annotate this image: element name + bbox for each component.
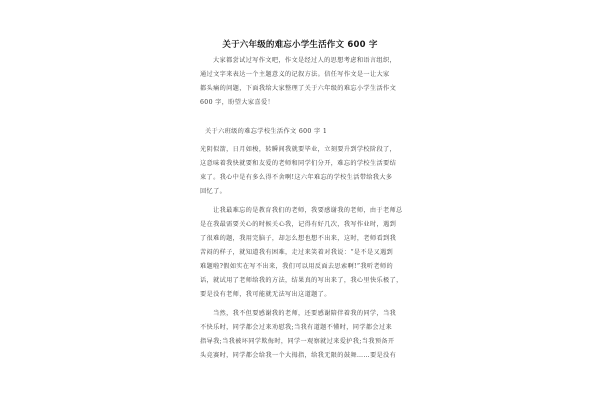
paragraph-line: 指导我;当我被坏同学欺侮时，同学一观察就过来爱护我;当我预备开 [200,338,395,345]
paragraph-line: 光阴似箭，日月如梭，转瞬间我就要毕业，立刻要升到学校阶段了， [200,146,397,153]
paragraph-line: 了很难的题，我用完脑子，却怎么想也想不出来，这时，老师看到我 [200,235,397,242]
paragraph-line: 要是没有老师，我可能就无法写出这道题了。 [200,291,331,298]
paragraph-line: 束了。我心中是有多么得不舍啊!这六年难忘的学校生活带给我大多 [200,174,393,181]
paragraph-line: 是在我最需要关心的时候关心我，记得有好几次，我写作业时，遇到 [200,221,397,228]
intro-line: 600 字，盼望大家喜爱！ [200,99,275,106]
paragraph-line: 回忆了。 [200,188,227,195]
paragraph-line: 头竞赛时，同学都会给我一个大拇指，给我无限的鼓舞……要是没有 [200,352,397,359]
intro-line: 大家都尝试过写作文吧，作文是经过人的思想考虑和语言组织， [213,57,397,64]
paragraph-line: 不快乐时，同学都会过来劝慰我;当我有道题不懂时，同学都会过来 [200,324,393,331]
intro-line: 都头痛的问题，下面我给大家整理了关于六年级的难忘小学生活作文 [200,85,397,92]
paragraph-line: 当然，我不但要感谢我的老师，还要感谢陪伴着我的同学，当我 [213,310,397,317]
intro-line: 通过文字来表达一个主题意义的记叙方法。信任写作文是一让大家 [200,71,390,78]
section-subheading: 关于六班级的难忘学校生活作文 600 字 1 [205,128,328,135]
paragraph-line: 苦闷的样子，就知道我有困难，走过来笑着对我说：“是不是又遇到 [200,249,394,256]
document-title: 关于六年级的难忘小学生活作文 600 字 [222,40,378,50]
paragraph-line: 这意味着我快就要和友爱的老师和同学们分开，难忘的学校生活要结 [200,160,397,167]
paragraph-line: 话，就试用了老师给我的方法，结果真的写出来了，我心里快乐极了， [200,277,403,284]
paragraph-line: 难题啦?假如实在写不出来，我们可以用反面去思索啊!”我听老师的 [200,263,394,270]
paragraph-line: 让我最难忘的是教育我们的老师，我要感谢我的老师，由于老师总 [213,207,403,214]
